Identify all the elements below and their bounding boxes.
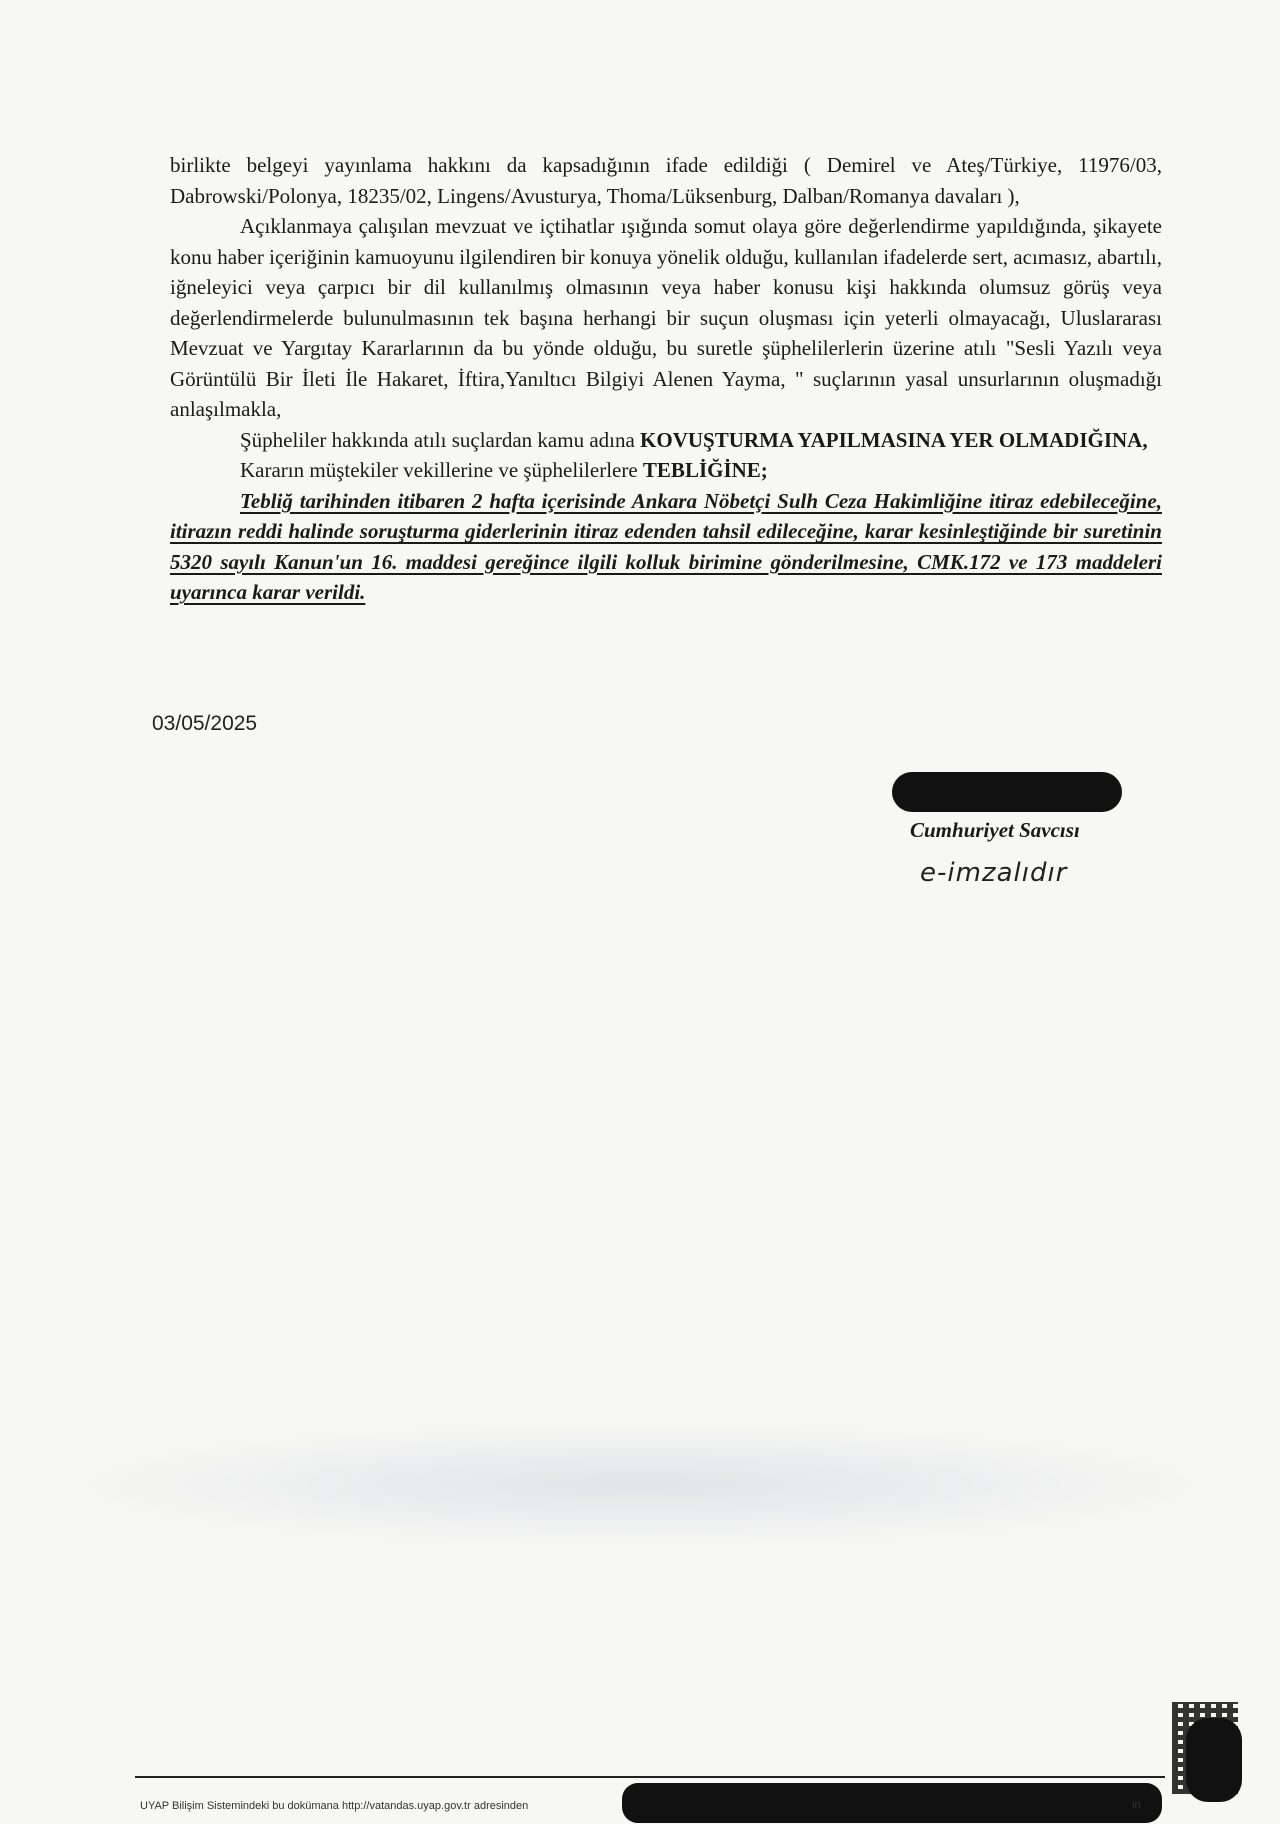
decision-lead: Şüpheliler hakkında atılı suçlardan kamu adına [240,427,641,452]
paragraph-decision [170,425,1162,456]
decision-verdict: KOVUŞTURMA YAPILMASINA YER OLMADIĞINA, [640,427,1148,452]
document-body [170,150,1162,608]
footer-trailing-text: in [1132,1799,1141,1811]
paragraph-appeal-instructions [170,486,1162,608]
paragraph-notification [170,455,1162,486]
paragraph-precedents: birlikte belgeyi yayınlama hakkını da kapsadığının ifade edildiği ( Demirel ve Ateş/Türkiye, 11976/03, Dabrowski/Polonya, 18235/02, Lingens/Avusturya, Thoma/Lüksenburg, Dalban/Romanya davaları ), [170,153,1162,208]
notification-lead: Kararın müştekiler vekillerine ve şüphelilerlere [240,458,643,482]
redaction-bar [892,772,1122,812]
appeal-instructions-text: Tebliğ tarihinden itibaren 2 hafta içerisinde Ankara Nöbetçi Sulh Ceza Hakimliğine itiraz edebileceğine, itirazın reddi halinde soruşturma giderlerinin itiraz edenden tahsil edileceğine, karar kesinleştiğinde bir suretinin 5320 sayılı Kanun'un 16. maddesi gereğince ilgili kolluk birimine gönderilmesine, CMK.172 ve 173 maddeleri uyarınca karar verildi. [170,488,1162,604]
qr-redaction [1186,1718,1242,1802]
footer-redaction-bar [622,1783,1162,1823]
decision-date: 03/05/2025 [152,712,258,735]
handwritten-note: e-imzalıdır [920,858,1068,888]
paragraph-assessment: Açıklanmaya çalışılan mevzuat ve içtihatlar ışığında somut olaya göre değerlendirme yapıldığında, şikayete konu haber içeriğinin kamuoyunu ilgilendiren bir konuya yönelik olduğu, kullanılan ifadelerde sert, acımasız, abartılı, iğneleyici veya çarpıcı bir dil kullanılmış olmasının veya haber konusu kişi hakkında olumsuz görüş veya değerlendirmelerde bulunulmasının tek başına herhangi bir suçun oluşması için yeterli olmayacağı, Uluslararası Mevzuat ve Yargıtay Kararlarının da bu yönde olduğu, bu suretle şüphelilerlerin üzerine atılı "Sesli Yazılı veya Görüntülü Bir İleti İle Hakaret, İftira,Yanıltıcı Bilgiyi Alenen Yayma, " suçlarının yasal unsurlarının oluşmadığı anlaşılmakla, [170,214,1162,421]
footer-verification-text: UYAP Bilişim Sistemindeki bu dokümana http://vatandas.uyap.gov.tr adresinden [140,1800,529,1812]
notification-verdict: TEBLİĞİNE; [642,458,768,482]
footer-divider [135,1776,1165,1778]
prosecutor-title: Cumhuriyet Savcısı [910,818,1080,842]
scan-smudge [40,1420,1240,1550]
